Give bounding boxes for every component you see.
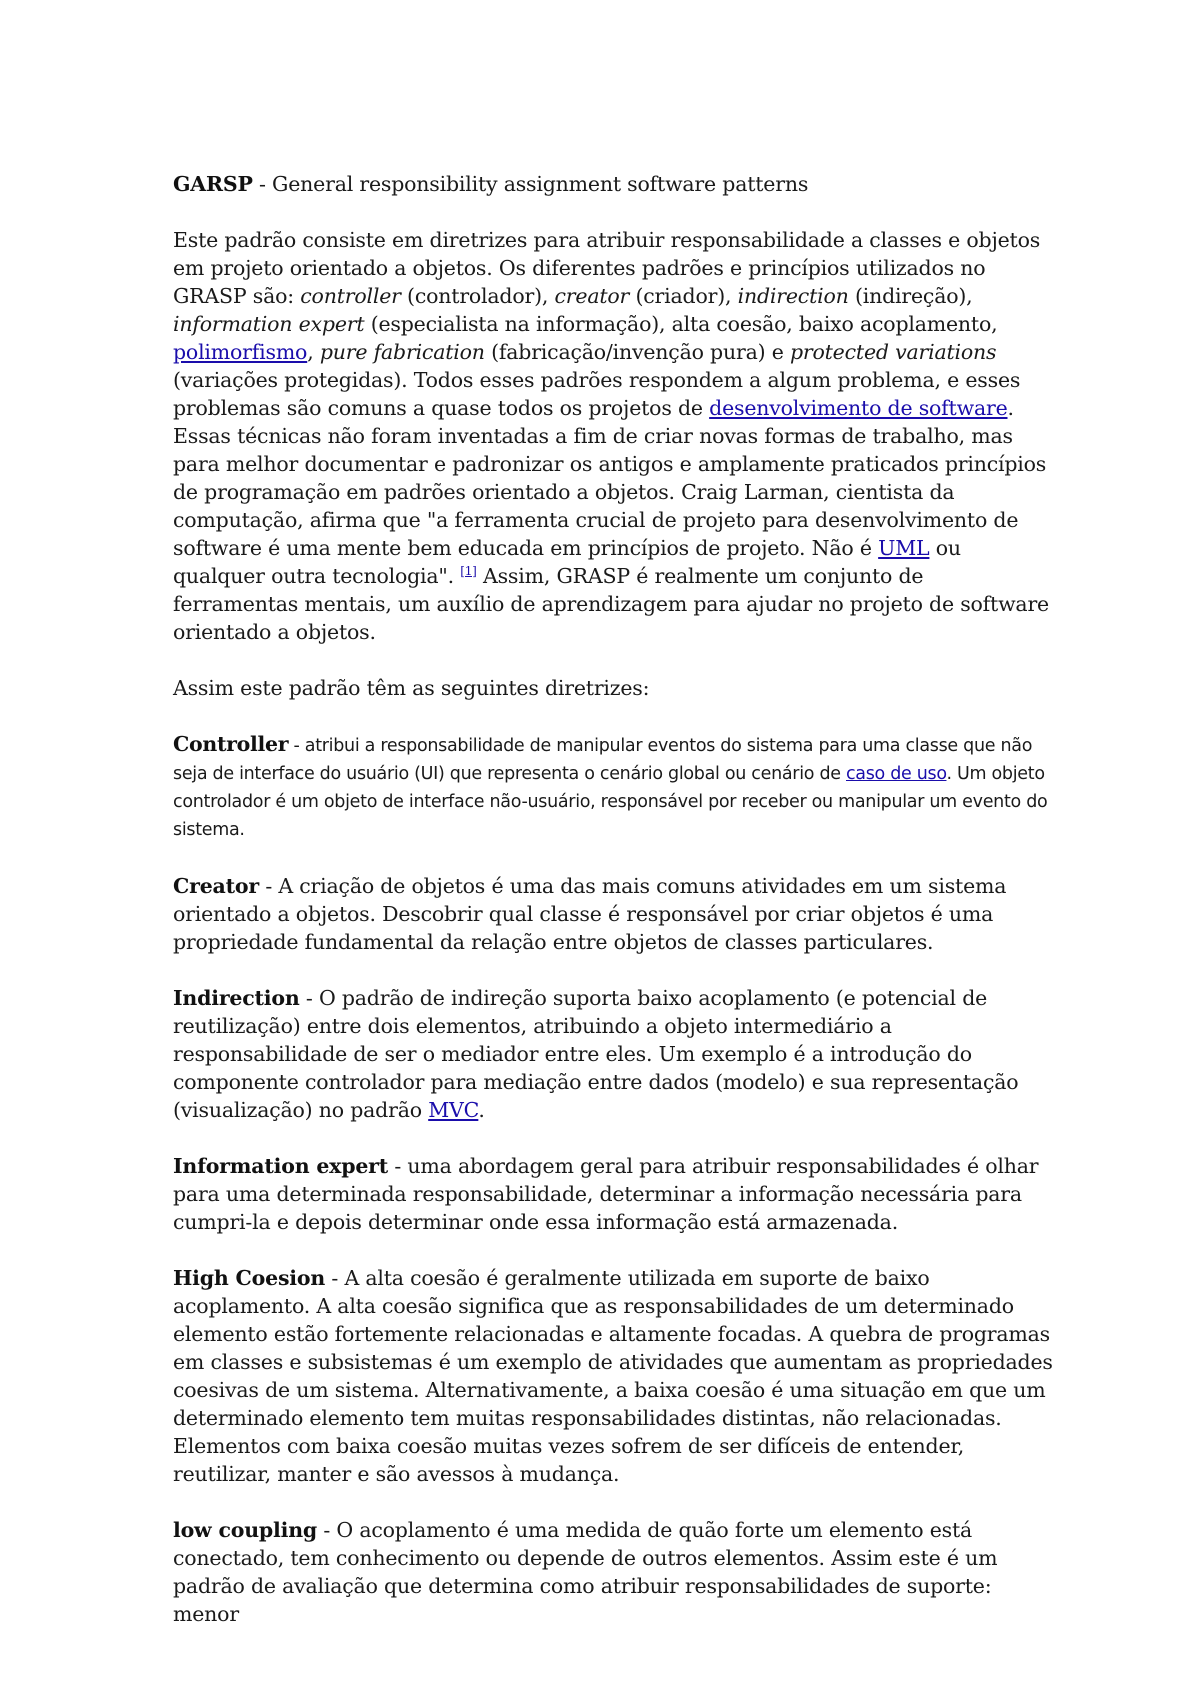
link-uml[interactable]: UML [878,536,930,560]
term-indirection-italic: indirection [737,284,849,308]
link-polimorfismo[interactable]: polimorfismo [173,340,308,364]
intro-text: (fabricação/invenção pura) e [484,340,790,364]
intro-paragraph [173,226,1053,646]
high-coesion-text: - A alta coesão é geralmente utilizada em suporte de baixo acoplamento. A alta coesão significa que as responsabilidades de um determinado elemento estão fortemente relacionadas e altamente focadas. A quebra de programas em classes e subsistemas é um exemplo de atividades que aumentam as propriedades coesivas de um sistema. Alternativamente, a baixa coesão é uma situação em que um determinado elemento tem muitas responsabilidades distintas, não relacionadas. Elementos com baixa coesão muitas vezes sofrem de ser difíceis de entender, reutilizar, manter e são avessos à mudança. [173,1266,1053,1486]
controller-text: - atribui a responsabilidade de manipular eventos do sistema para uma classe que não seja de interface do usuário (UI) que representa o cenário global ou cenário de [173,736,1033,784]
intro-text: (indireção), [848,284,973,308]
term-protected-variations-italic: protected variations [789,340,997,364]
intro-text: (variações protegidas). Todos esses padrões respondem a algum problema, e esses problemas são comuns a quase todos os projetos de [173,368,1021,420]
term-controller: Controller [173,732,289,756]
section-high-coesion [173,1264,1053,1488]
intro-text: (especialista na informação), alta coesão, baixo acoplamento, [364,312,998,336]
section-low-coupling [173,1516,1053,1628]
link-mvc[interactable]: MVC [428,1098,479,1122]
controller-text: . Um objeto controlador é um objeto de interface não-usuário, responsável por receber ou manipular um evento do sistema. [173,764,1048,840]
term-information-expert: Information expert [173,1154,389,1178]
intro-text: . Essas técnicas não foram inventadas a fim de criar novas formas de trabalho, mas para melhor documentar e padronizar os antigos e amplamente praticados princípios de programação em padrões orientado a objetos. Craig Larman, cientista da computação, afirma que "a ferramenta crucial de projeto para desenvolvimento de software é uma mente bem educada em princípios de projeto. Não é [173,396,1047,560]
term-controller-italic: controller [300,284,401,308]
low-coupling-text: - O acoplamento é uma medida de quão forte um elemento está conectado, tem conhecimento ou depende de outros elementos. Assim este é um padrão de avaliação que determina como atribuir responsabilidades de suporte: menor [173,1518,998,1626]
intro-text: Este padrão consiste em diretrizes para atribuir responsabilidade a classes e objetos em projeto orientado a objetos. Os diferentes padrões e princípios utilizados no GRASP são: [173,228,1041,308]
intro-text: (controlador), [400,284,555,308]
term-indirection: Indirection [173,986,300,1010]
intro-text: Assim, GRASP é realmente um conjunto de ferramentas mentais, um auxílio de aprendizagem para ajudar no projeto de software orientado a objetos. [173,564,1049,644]
section-creator [173,872,1053,956]
section-indirection [173,984,1053,1124]
section-controller [173,730,1053,844]
term-information-expert-italic: information expert [173,312,365,336]
term-high-coesion: High Coesion [173,1266,326,1290]
information-expert-text: - uma abordagem geral para atribuir responsabilidades é olhar para uma determinada responsabilidade, determinar a informação necessária para cumpri-la e depois determinar onde essa informação está armazenada. [173,1154,1039,1234]
indirection-text: . [478,1098,485,1122]
term-creator: Creator [173,874,259,898]
document-body [173,170,1053,1656]
intro-text: (criador), [629,284,738,308]
term-creator-italic: creator [554,284,630,308]
intro-text: , [307,340,320,364]
document-title [173,170,1053,198]
guidelines-intro: Assim este padrão têm as seguintes diretrizes: [173,676,650,700]
section-information-expert [173,1152,1053,1236]
footnote-link[interactable]: [1] [460,564,477,579]
link-caso-de-uso[interactable]: caso de uso [845,764,947,784]
indirection-text: - O padrão de indireção suporta baixo acoplamento (e potencial de reutilização) entre dois elementos, atribuindo a objeto intermediário a responsabilidade de ser o mediador entre eles. Um exemplo é a introdução do componente controlador para mediação entre dados (modelo) e sua representação (visualização) no padrão [173,986,1019,1122]
title-acronym: GARSP [173,172,253,196]
link-desenvolvimento-de-software[interactable]: desenvolvimento de software [709,396,1008,420]
term-pure-fabrication-italic: pure fabrication [319,340,485,364]
title-subtitle: General responsibility assignment software patterns [272,172,809,196]
term-low-coupling: low coupling [173,1518,318,1542]
creator-text: - A criação de objetos é uma das mais comuns atividades em um sistema orientado a objetos. Descobrir qual classe é responsável por criar objetos é uma propriedade fundamental da relação entre objetos de classes particulares. [173,874,1007,954]
title-separator: - [252,172,273,196]
intro-text: ou qualquer outra tecnologia". [173,536,961,588]
